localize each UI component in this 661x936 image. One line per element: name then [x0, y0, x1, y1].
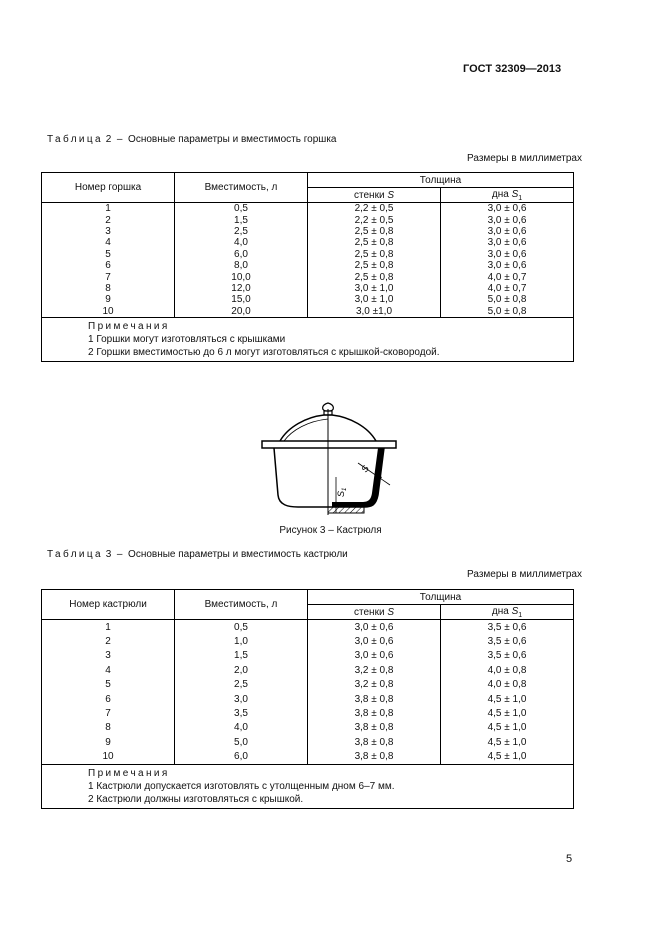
figure3-caption: Рисунок 3 – Кастрюля — [279, 525, 382, 536]
table-row — [42, 306, 574, 318]
table-row — [42, 294, 574, 305]
table2-cell-wall: 2,2 ± 0,5 — [308, 203, 441, 215]
table2-caption — [47, 134, 336, 145]
table3-cell-wall: 3,0 ± 0,6 — [308, 649, 441, 663]
table2-cell-capacity: 4,0 — [175, 237, 308, 248]
table3-cell-number: 8 — [42, 721, 175, 735]
table3-cell-capacity: 5,0 — [175, 735, 308, 749]
table2-cell-number: 2 — [42, 214, 175, 225]
table3-cell-wall: 3,8 ± 0,8 — [308, 735, 441, 749]
table3-cell-capacity: 4,0 — [175, 721, 308, 735]
pot-wall-section — [332, 448, 384, 507]
table-row — [42, 706, 574, 720]
table3-cell-bottom: 3,5 ± 0,6 — [441, 620, 574, 635]
table2-cell-wall: 2,5 ± 0,8 — [308, 271, 441, 282]
table3-header-bottom — [441, 605, 574, 620]
table-row — [42, 249, 574, 260]
table3-cell-capacity: 6,0 — [175, 750, 308, 765]
rim-flange — [262, 441, 396, 448]
table2 — [41, 172, 574, 362]
page-number: 5 — [566, 853, 573, 865]
table3-cell-number: 3 — [42, 649, 175, 663]
table3-cell-number: 7 — [42, 706, 175, 720]
table3 — [41, 589, 574, 809]
table3-header-bottom-text: дна — [491, 605, 509, 617]
table3-cell-wall: 3,8 ± 0,8 — [308, 706, 441, 720]
table-row — [42, 678, 574, 692]
table3-cell-number: 9 — [42, 735, 175, 749]
table3-cell-capacity: 2,5 — [175, 678, 308, 692]
table3-notes-title: Примечания — [88, 767, 170, 779]
table-row — [42, 692, 574, 706]
table-row — [42, 203, 574, 215]
table-row — [42, 237, 574, 248]
table2-cell-bottom: 5,0 ± 0,8 — [441, 294, 574, 305]
table2-cell-number: 1 — [42, 203, 175, 215]
table3-cell-wall: 3,8 ± 0,8 — [308, 692, 441, 706]
pot-outline — [274, 448, 384, 507]
table3-caption-text: Основные параметры и вместимость кастрюли — [128, 549, 348, 560]
table2-caption-text: Основные параметры и вместимость горшка — [128, 134, 337, 145]
table2-cell-number: 7 — [42, 271, 175, 282]
table3-cell-wall: 3,2 ± 0,8 — [308, 663, 441, 677]
lid-inner — [284, 419, 328, 441]
table2-cell-wall: 2,2 ± 0,5 — [308, 214, 441, 225]
table2-cell-bottom: 3,0 ± 0,6 — [441, 260, 574, 271]
table2-cell-number: 9 — [42, 294, 175, 305]
table3-cell-number: 6 — [42, 692, 175, 706]
bottom-section-hatch — [328, 507, 364, 513]
table3-cell-bottom: 4,0 ± 0,8 — [441, 678, 574, 692]
table2-units: Размеры в миллиметрах — [467, 153, 582, 164]
table3-cell-bottom: 4,5 ± 1,0 — [441, 721, 574, 735]
table3-cell-bottom: 3,5 ± 0,6 — [441, 649, 574, 663]
table2-header-number: Номер горшка — [42, 173, 175, 203]
table3-cell-bottom: 3,5 ± 0,6 — [441, 634, 574, 648]
table-row — [42, 620, 574, 635]
table3-caption-word: Таблица — [47, 549, 104, 560]
table2-header-bottom-subscript: 1 — [518, 194, 523, 202]
table3-header-wall — [308, 605, 441, 620]
table3-cell-number: 10 — [42, 750, 175, 765]
table2-cell-wall: 3,0 ± 1,0 — [308, 294, 441, 305]
table2-caption-dash: – — [116, 134, 123, 145]
table2-cell-bottom: 3,0 ± 0,6 — [441, 226, 574, 237]
table2-cell-wall: 3,0 ± 1,0 — [308, 283, 441, 294]
table3-cell-wall: 3,8 ± 0,8 — [308, 721, 441, 735]
table2-cell-bottom: 4,0 ± 0,7 — [441, 283, 574, 294]
table-row — [42, 226, 574, 237]
table2-cell-number: 4 — [42, 237, 175, 248]
table-row — [42, 663, 574, 677]
table2-cell-capacity: 8,0 — [175, 260, 308, 271]
table3-units: Размеры в миллиметрах — [467, 569, 582, 580]
table2-cell-bottom: 4,0 ± 0,7 — [441, 271, 574, 282]
table3-cell-number: 4 — [42, 663, 175, 677]
table3-header-thickness: Толщина — [308, 590, 574, 605]
table2-notes — [42, 317, 574, 361]
table-row — [42, 271, 574, 282]
table2-cell-bottom: 5,0 ± 0,8 — [441, 306, 574, 318]
table-row — [42, 260, 574, 271]
bottom-thickness-label-subscript: 1 — [342, 487, 348, 491]
table3-cell-wall: 3,8 ± 0,8 — [308, 750, 441, 765]
table2-cell-capacity: 1,5 — [175, 214, 308, 225]
table2-cell-capacity: 20,0 — [175, 306, 308, 318]
table3-cell-bottom: 4,5 ± 1,0 — [441, 706, 574, 720]
table-row — [42, 721, 574, 735]
table2-header-bottom-symbol: S — [511, 188, 519, 200]
table3-cell-capacity: 1,0 — [175, 634, 308, 648]
table3-cell-wall: 3,0 ± 0,6 — [308, 620, 441, 635]
table2-cell-capacity: 10,0 — [175, 271, 308, 282]
table2-note-1: 1 Горшки могут изготовляться с крышками — [88, 333, 286, 345]
table2-cell-number: 5 — [42, 249, 175, 260]
table3-cell-bottom: 4,0 ± 0,8 — [441, 663, 574, 677]
table3-cell-capacity: 0,5 — [175, 620, 308, 635]
table2-cell-wall: 2,5 ± 0,8 — [308, 249, 441, 260]
table2-cell-number: 8 — [42, 283, 175, 294]
table2-cell-number: 10 — [42, 306, 175, 318]
table-row — [42, 750, 574, 765]
table3-body — [42, 620, 574, 765]
table3-caption-number: 3 — [105, 549, 112, 560]
table-row — [42, 283, 574, 294]
table2-cell-wall: 2,5 ± 0,8 — [308, 260, 441, 271]
table3-cell-number: 1 — [42, 620, 175, 635]
table2-header-wall-text: стенки — [354, 189, 385, 201]
table2-cell-wall: 2,5 ± 0,8 — [308, 226, 441, 237]
table3-cell-bottom: 4,5 ± 1,0 — [441, 735, 574, 749]
table2-body — [42, 203, 574, 318]
table2-cell-capacity: 6,0 — [175, 249, 308, 260]
table-row — [42, 649, 574, 663]
table3-header-wall-text: стенки — [354, 606, 385, 618]
table3-caption — [47, 549, 348, 560]
table3-cell-bottom: 4,5 ± 1,0 — [441, 750, 574, 765]
table3-note-1: 1 Кастрюли допускается изготовлять с утолщенным дном 6–7 мм. — [88, 780, 395, 792]
table2-cell-wall: 2,5 ± 0,8 — [308, 237, 441, 248]
table2-cell-capacity: 15,0 — [175, 294, 308, 305]
document-code: ГОСТ 32309—2013 — [463, 63, 562, 75]
table2-header-wall — [308, 188, 441, 203]
table2-cell-bottom: 3,0 ± 0,6 — [441, 249, 574, 260]
table3-caption-dash: – — [116, 549, 123, 560]
bottom-thickness-label-letter: S — [336, 490, 346, 497]
table3-notes — [42, 764, 574, 808]
table2-cell-capacity: 2,5 — [175, 226, 308, 237]
table2-caption-word: Таблица — [47, 134, 104, 145]
saucepan-drawing — [258, 401, 404, 519]
table3-header-bottom-subscript: 1 — [518, 611, 523, 619]
table3-cell-capacity: 2,0 — [175, 663, 308, 677]
table3-cell-number: 5 — [42, 678, 175, 692]
table2-notes-title: Примечания — [88, 320, 170, 332]
table3-cell-wall: 3,2 ± 0,8 — [308, 678, 441, 692]
table3-header-wall-symbol: S — [387, 606, 394, 618]
table2-cell-wall: 3,0 ±1,0 — [308, 306, 441, 318]
table2-cell-bottom: 3,0 ± 0,6 — [441, 237, 574, 248]
table2-cell-capacity: 0,5 — [175, 203, 308, 215]
table2-cell-bottom: 3,0 ± 0,6 — [441, 203, 574, 215]
table2-note-2: 2 Горшки вместимостью до 6 л могут изготовляться с крышкой-сковородой. — [88, 346, 440, 358]
table3-cell-capacity: 1,5 — [175, 649, 308, 663]
table-row — [42, 634, 574, 648]
table3-cell-capacity: 3,5 — [175, 706, 308, 720]
table2-header-bottom-text: дна — [491, 188, 509, 200]
wall-thickness-label: S — [359, 463, 371, 475]
table2-cell-capacity: 12,0 — [175, 283, 308, 294]
table3-cell-bottom: 4,5 ± 1,0 — [441, 692, 574, 706]
table-row — [42, 735, 574, 749]
table2-caption-number: 2 — [105, 134, 112, 145]
table3-cell-capacity: 3,0 — [175, 692, 308, 706]
table2-header-capacity: Вместимость, л — [175, 173, 308, 203]
table3-cell-number: 2 — [42, 634, 175, 648]
table2-cell-number: 6 — [42, 260, 175, 271]
table-row — [42, 214, 574, 225]
table3-header-capacity: Вместимость, л — [175, 590, 308, 620]
table2-header-wall-symbol: S — [387, 189, 394, 201]
table2-header-thickness: Толщина — [308, 173, 574, 188]
table3-header-number: Номер кастрюли — [42, 590, 175, 620]
table3-header-bottom-symbol: S — [511, 605, 519, 617]
table2-cell-number: 3 — [42, 226, 175, 237]
table3-note-2: 2 Кастрюли должны изготовляться с крышкой. — [88, 793, 304, 805]
table2-cell-bottom: 3,0 ± 0,6 — [441, 214, 574, 225]
table2-header-bottom — [441, 188, 574, 203]
table3-cell-wall: 3,0 ± 0,6 — [308, 634, 441, 648]
bottom-thickness-label — [336, 488, 348, 497]
